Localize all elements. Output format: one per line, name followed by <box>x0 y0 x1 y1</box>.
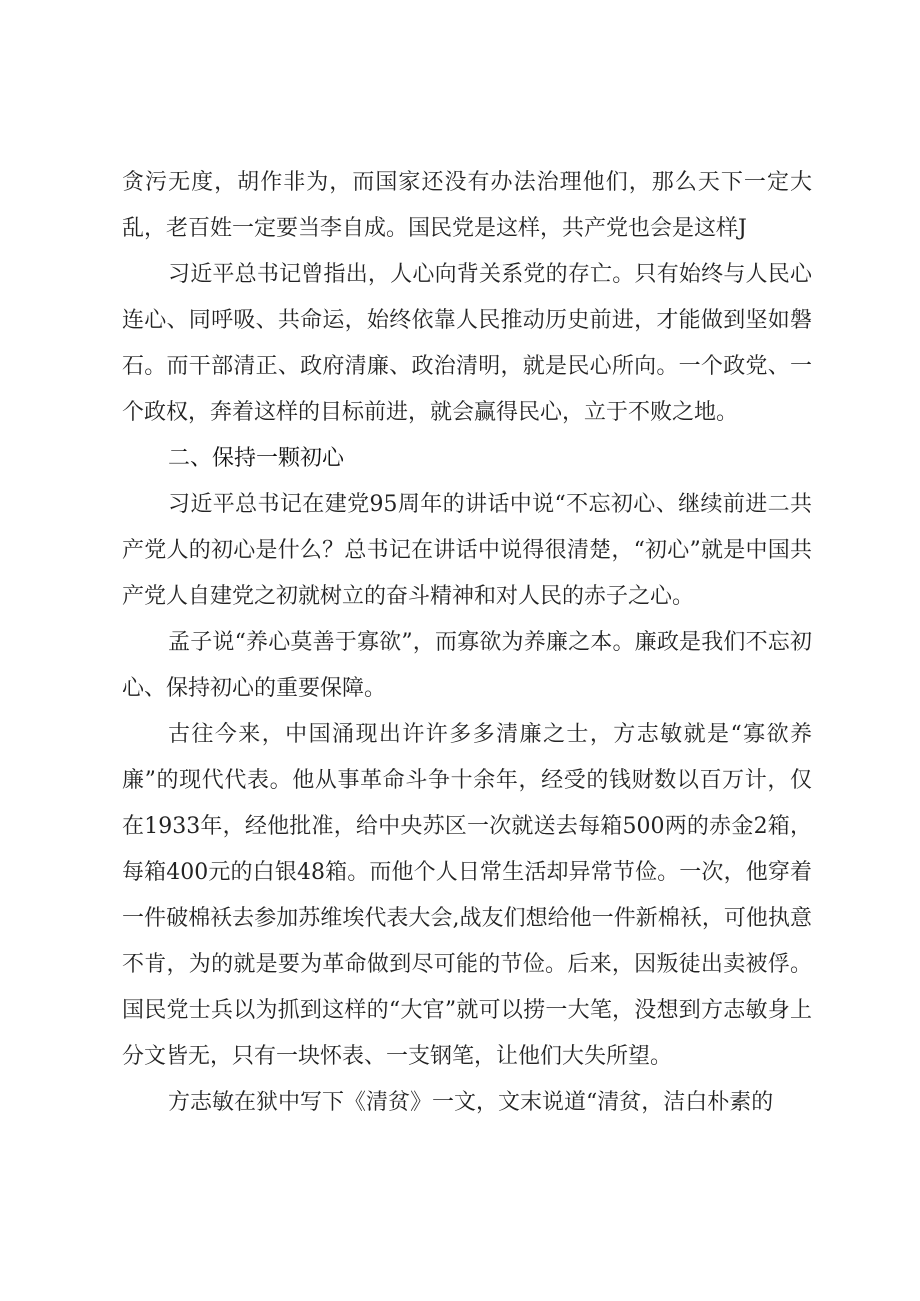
paragraph-fang-zhimin: 古往今来，中国涌现出许许多多清廉之士，方志敏就是“寡欲养廉”的现代代表。他从事革命斗争十余年，经受的钱财数以百万计，仅在1933年，经他批准，给中央苏区一次就送去每箱500两的赤金2箱，每箱400元的白银48箱。而他个人日常生活却异常节俭。一次，他穿着一件破棉袄去参加苏维埃代表大会,战友们想给他一件新棉袄，可他执意不肯，为的就是要为革命做到尽可能的节俭。后来，因叛徒出卖被俘。国民党士兵以为抓到这样的“大官”就可以捞一大笔，没想到方志敏身上分文皆无，只有一块怀表、一支钢笔，让他们大失所望。 <box>122 722 812 1069</box>
paragraph-original-aspiration: 习近平总书记在建党95周年的讲话中说“不忘初心、继续前进二共产党人的初心是什么？总书记在讲话中说得很清楚，“初心”就是中国共产党人自建党之初就树立的奋斗精神和对人民的赤子之心。 <box>122 492 812 609</box>
paragraph-qingpin: 方志敏在狱中写下《清贫》一文，文末说道“清贫，洁白朴素的 <box>168 1090 774 1115</box>
section-heading: 二、保持一颗初心 <box>168 446 345 471</box>
paragraph-party-support: 习近平总书记曾指出，人心向背关系党的存亡。只有始终与人民心连心、同呼吸、共命运，始终依靠人民推动历史前进，才能做到坚如磐石。而干部清正、政府清廉、政治清明，就是民心所向。一个政党、一个政权，奔着这样的目标前进，就会赢得民心，立于不败之地。 <box>122 262 812 425</box>
document-body <box>122 160 812 1126</box>
paragraph-continuation: 贪污无度，胡作非为，而国家还没有办法治理他们，那么天下一定大乱，老百姓一定要当李自成。国民党是这样，共产党也会是这样J <box>122 170 812 241</box>
paragraph-mencius-quote: 孟子说“养心莫善于寡欲”，而寡欲为养廉之本。廉政是我们不忘初心、保持初心的重要保障。 <box>122 630 812 701</box>
